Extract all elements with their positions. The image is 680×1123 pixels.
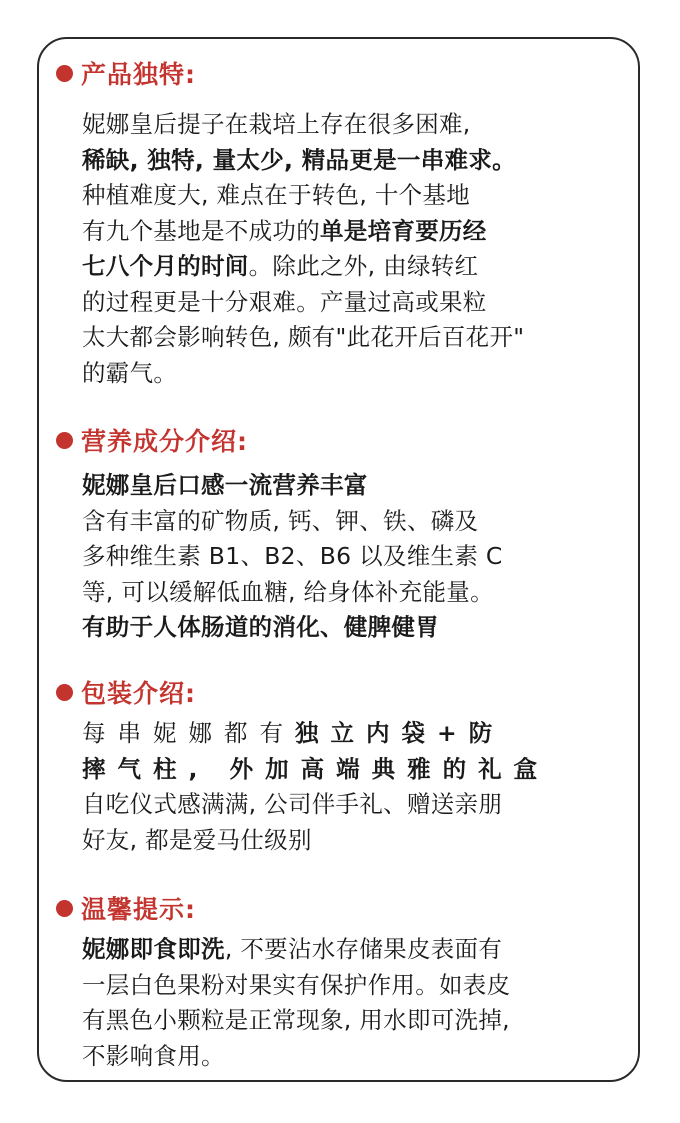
section-product-unique bbox=[56, 53, 616, 391]
body-line: 种植难度大, 难点在于转色, 十个基地 bbox=[82, 181, 471, 209]
section-packaging bbox=[56, 672, 616, 858]
heading-text: 温馨提示: bbox=[81, 895, 196, 924]
section-nutrition bbox=[56, 420, 616, 646]
body-line: 妮娜皇后口感一流营养丰富 bbox=[82, 471, 368, 499]
body-line: 有助于人体肠道的消化、健脾健胃 bbox=[82, 613, 439, 641]
heading-text: 包装介绍: bbox=[81, 679, 196, 708]
heading-text: 产品独特: bbox=[81, 60, 196, 89]
section-body bbox=[56, 716, 616, 858]
bullet-dot-icon bbox=[56, 432, 73, 449]
body-line: 的霸气。 bbox=[82, 358, 178, 387]
body-line: 妮娜皇后提子在栽培上存在很多困难, bbox=[82, 110, 471, 138]
section-body bbox=[56, 107, 616, 391]
section-body bbox=[56, 468, 616, 646]
body-line: 摔气柱, 外加高端典雅的礼盒 bbox=[82, 754, 550, 783]
body-line: 自吃仪式感满满, 公司伴手礼、赠送亲朋 bbox=[82, 790, 503, 818]
section-heading bbox=[56, 420, 616, 460]
section-heading bbox=[56, 53, 616, 93]
bullet-dot-icon bbox=[56, 900, 73, 917]
body-line: 有黑色小颗粒是正常现象, 用水即可洗掉, bbox=[82, 1006, 510, 1034]
body-line: 每串妮娜都有独立内袋+防 bbox=[82, 719, 505, 747]
body-line: 等, 可以缓解低血糖, 给身体补充能量。 bbox=[82, 577, 494, 606]
bullet-dot-icon bbox=[56, 684, 73, 701]
body-line: 有九个基地是不成功的单是培育要历经 bbox=[82, 216, 487, 245]
body-line: 多种维生素 B1、B2、B6 以及维生素 C bbox=[82, 542, 503, 570]
body-line: 的过程更是十分艰难。产量过高或果粒 bbox=[82, 287, 487, 316]
bullet-dot-icon bbox=[56, 65, 73, 82]
section-body bbox=[56, 932, 616, 1074]
section-heading bbox=[56, 672, 616, 712]
body-line: 妮娜即食即洗, 不要沾水存储果皮表面有 bbox=[82, 935, 503, 963]
body-line: 七八个月的时间。除此之外, 由绿转红 bbox=[82, 252, 479, 280]
body-line: 太大都会影响转色, 颇有"此花开后百花开" bbox=[82, 323, 525, 351]
section-heading bbox=[56, 888, 616, 928]
body-line: 一层白色果粉对果实有保护作用。如表皮 bbox=[82, 970, 511, 999]
section-tips bbox=[56, 888, 616, 1074]
body-line: 稀缺, 独特, 量太少, 精品更是一串难求。 bbox=[82, 145, 516, 174]
body-line: 含有丰富的矿物质, 钙、钾、铁、磷及 bbox=[82, 506, 479, 535]
body-line: 不影响食用。 bbox=[82, 1041, 225, 1070]
body-line: 好友, 都是爱马仕级别 bbox=[82, 825, 312, 854]
heading-text: 营养成分介绍: bbox=[81, 427, 248, 456]
